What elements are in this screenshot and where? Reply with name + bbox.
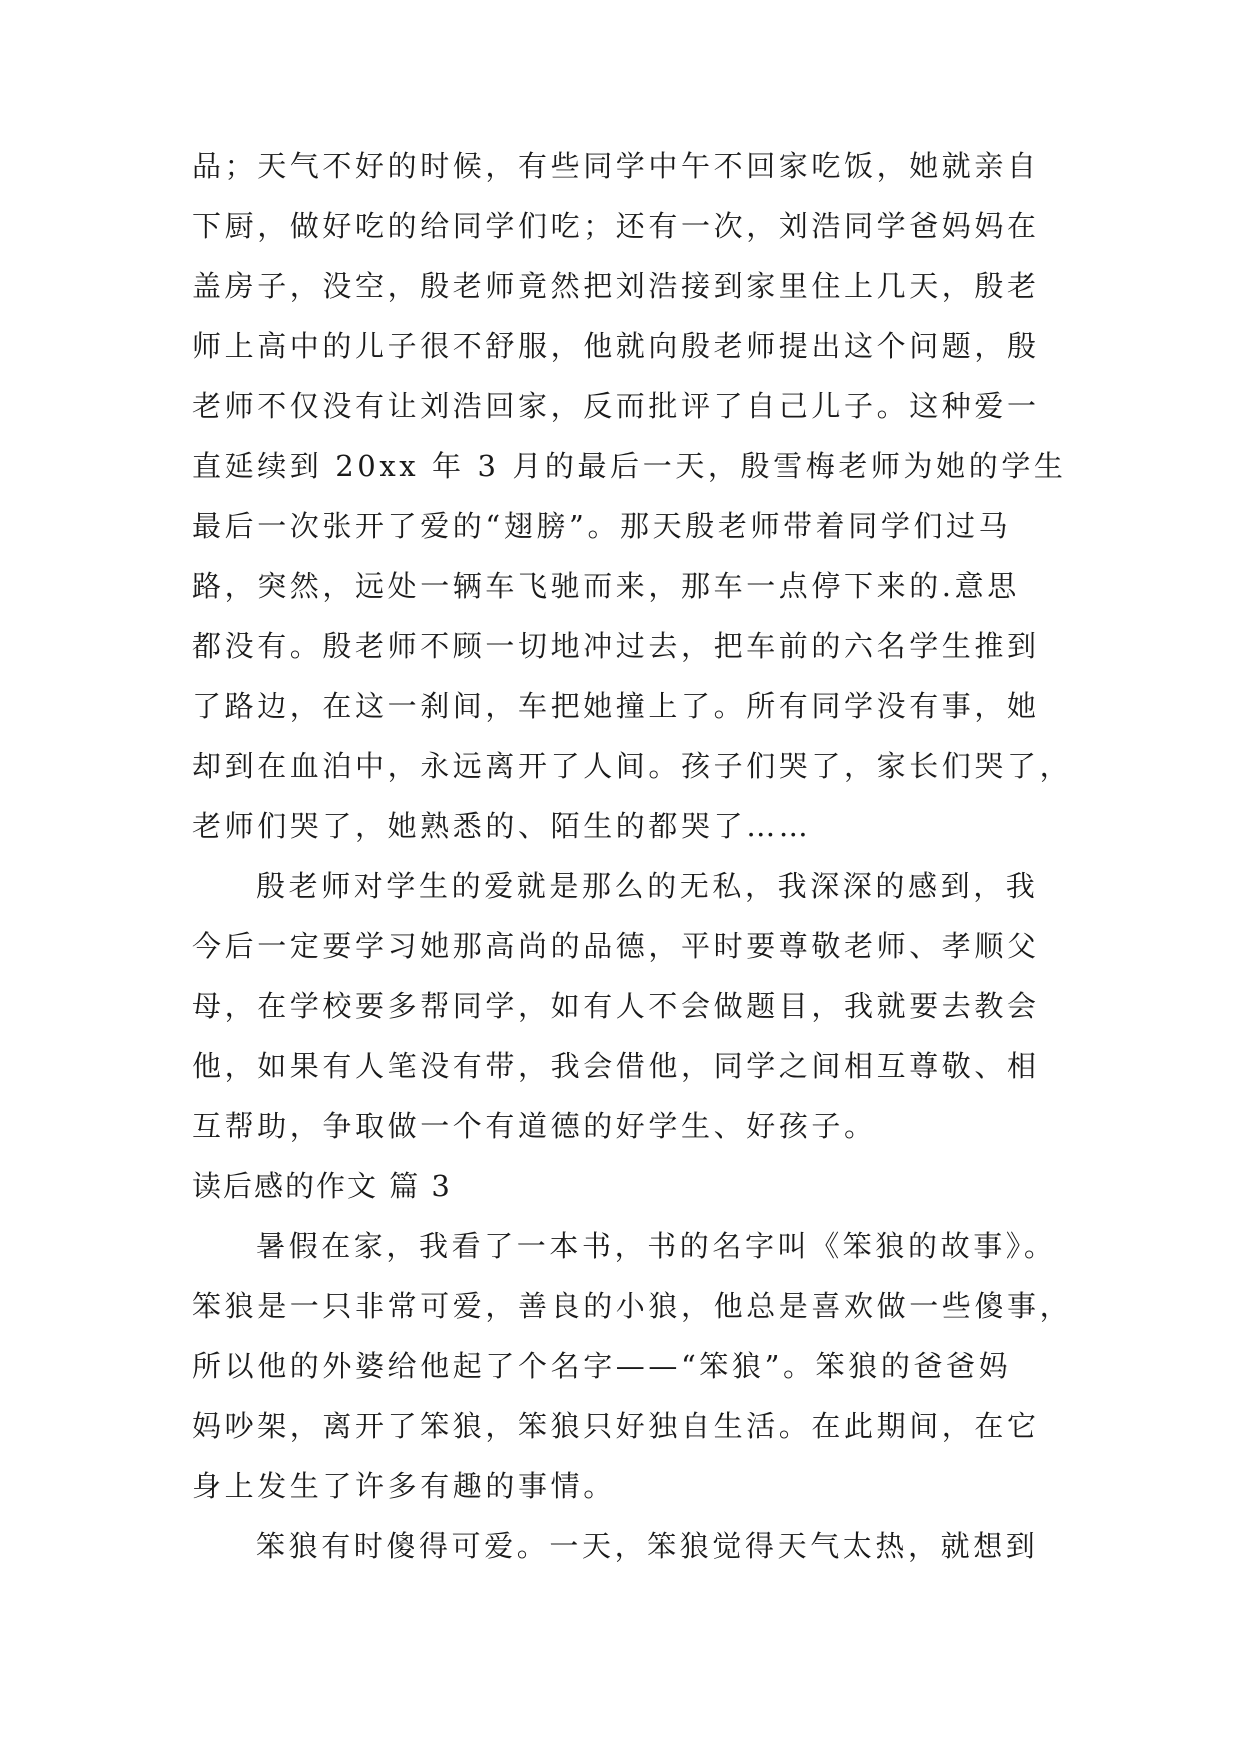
text-line: 路，突然，远处一辆车飞驰而来，那车一点停下来的.意思 bbox=[192, 569, 1020, 603]
text-line: 最后一次张开了爱的“翅膀”。那天殷老师带着同学们过马 bbox=[192, 509, 1012, 543]
text-line: 老师们哭了，她熟悉的、陌生的都哭了…… bbox=[192, 809, 812, 843]
paragraph bbox=[192, 1216, 1073, 1516]
heading-text: 读后感的作文 篇 3 bbox=[192, 1169, 452, 1203]
text-line: 盖房子，没空，殷老师竟然把刘浩接到家里住上几天，殷老 bbox=[192, 269, 1040, 303]
paragraph bbox=[192, 1516, 1054, 1576]
text-line: 身上发生了许多有趣的事情。 bbox=[192, 1469, 616, 1503]
text-line: 下厨，做好吃的给同学们吃；还有一次，刘浩同学爸妈妈在 bbox=[192, 209, 1040, 243]
text-line: 笨狼有时傻得可爱。一天，笨狼觉得天气太热，就想到 bbox=[256, 1529, 1039, 1563]
text-line: 师上高中的儿子很不舒服，他就向殷老师提出这个问题，殷 bbox=[192, 329, 1040, 363]
text-line: 了路边，在这一刹间，车把她撞上了。所有同学没有事，她 bbox=[192, 689, 1040, 723]
document-body bbox=[192, 136, 1073, 1576]
text-line: 笨狼是一只非常可爱，善良的小狼，他总是喜欢做一些傻事， bbox=[192, 1289, 1073, 1323]
section-heading bbox=[192, 1156, 1054, 1216]
text-line: 他，如果有人笔没有带，我会借他，同学之间相互尊敬、相 bbox=[192, 1049, 1040, 1083]
text-line: 互帮助，争取做一个有道德的好学生、好孩子。 bbox=[192, 1109, 877, 1143]
paragraph bbox=[192, 136, 1073, 856]
text-line: 暑假在家，我看了一本书，书的名字叫《笨狼的故事》。 bbox=[256, 1229, 1057, 1263]
text-line: 老师不仅没有让刘浩回家，反而批评了自己儿子。这种爱一 bbox=[192, 389, 1040, 423]
text-line: 品；天气不好的时候，有些同学中午不回家吃饭，她就亲自 bbox=[192, 149, 1040, 183]
text-line: 今后一定要学习她那高尚的品德，平时要尊敬老师、孝顺父 bbox=[192, 929, 1040, 963]
text-line: 母，在学校要多帮同学，如有人不会做题目，我就要去教会 bbox=[192, 989, 1040, 1023]
text-line: 所以他的外婆给他起了个名字——“笨狼”。笨狼的爸爸妈 bbox=[192, 1349, 1012, 1383]
paragraph bbox=[192, 856, 1054, 1156]
text-line: 殷老师对学生的爱就是那么的无私，我深深的感到，我 bbox=[256, 869, 1039, 903]
text-line: 妈吵架，离开了笨狼，笨狼只好独自生活。在此期间，在它 bbox=[192, 1409, 1040, 1443]
text-line: 却到在血泊中，永远离开了人间。孩子们哭了，家长们哭了， bbox=[192, 749, 1073, 783]
text-line: 直延续到 20xx 年 3 月的最后一天，殷雪梅老师为她的学生 bbox=[192, 449, 1067, 483]
text-line: 都没有。殷老师不顾一切地冲过去，把车前的六名学生推到 bbox=[192, 629, 1040, 663]
